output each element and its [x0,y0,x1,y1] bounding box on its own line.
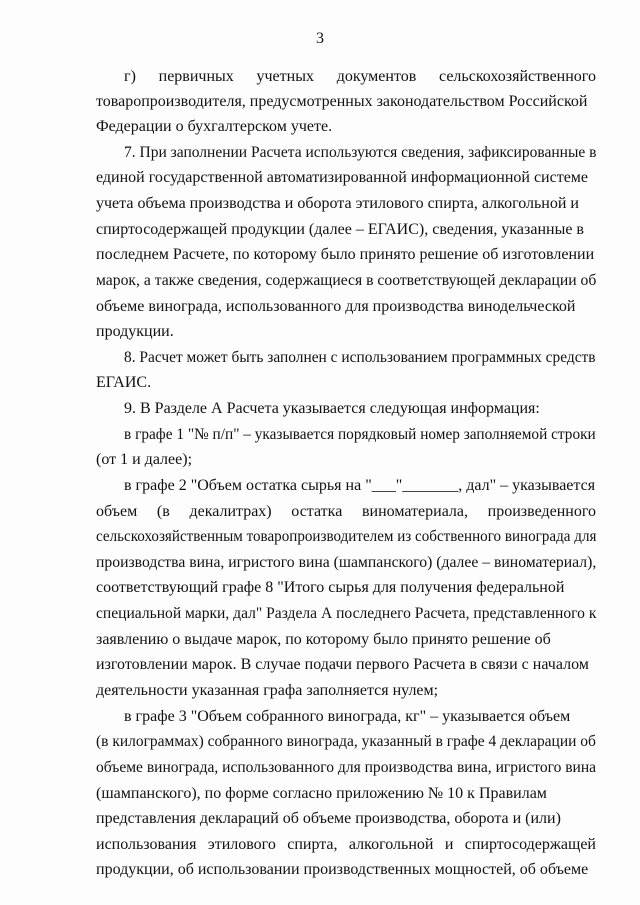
text-line: специальной марки, дал" Раздела А последнего Расчета, представленного к [96,605,597,622]
text-line: соответствующий графе 8 "Итого сырья для получения федеральной [96,579,565,596]
text-line: сельскохозяйственным товаропроизводителем из собственного винограда для [96,528,597,545]
word: первичных [158,68,234,85]
paragraph-start: в графе 3 "Объем собранного винограда, кг" – указывается объем [124,708,571,725]
word: сельскохозяйственного [439,68,596,85]
text-line: (шампанского), по форме согласно приложению № 10 к Правилам [96,785,547,802]
word: спирта, [287,836,338,853]
text-line [96,834,596,856]
word: произведенного [487,503,596,520]
text-line: продукции, об использовании производственных мощностей, об объеме [96,861,589,878]
word: алкогольной [348,836,434,853]
text-line: представления деклараций об объеме производства, оборота и (или) [96,810,561,827]
text-line: товаропроизводителя, предусмотренных законодательством Российской [96,93,588,110]
word: спиртосодержащей [464,836,596,853]
text-line: ЕГАИС. [96,374,152,391]
text-line [124,66,596,88]
text-line: (от 1 и далее); [96,451,193,468]
text-line: Федерации о бухгалтерском учете. [96,118,333,135]
word: г) [124,68,136,85]
word: (в [156,503,170,520]
word: объем [96,503,138,520]
paragraph-start: 7. При заполнении Расчета используются сведения, зафиксированные в [124,144,597,161]
text-line [96,501,596,523]
word: документов [336,68,417,85]
word: этилового [207,836,276,853]
text-line: учета объема производства и оборота этилового спирта, алкогольной и [96,195,579,212]
word: виноматериала, [361,503,469,520]
text-line: (в килограммах) собранного винограда, указанный в графе 4 декларации об [96,733,596,750]
text-line: спиртосодержащей продукции (далее – ЕГАИС), сведения, указанные в [96,221,584,238]
text-line: производства вина, игристого вина (шампанского) (далее – виноматериал), [96,554,597,571]
word: использования [96,836,197,853]
text-line: марок, а также сведения, содержащиеся в соответствующей декларации об [96,272,597,289]
word: учетных [256,68,314,85]
text-line: объеме винограда, использованного для производства вина, игристого вина [96,759,597,776]
paragraph-start: в графе 2 "Объем остатка сырья на "___"_______, дал" – указывается [124,477,596,494]
paragraph-start: в графе 1 "№ п/п" – указывается порядковый номер заполняемой строки [124,426,596,443]
word: декалитрах) [189,503,272,520]
text-line: продукции. [96,323,174,340]
text-line: единой государственной автоматизированной информационной системе [96,169,589,186]
text-line: деятельности указанная графа заполняется нулем; [96,682,439,699]
paragraph-start: 8. Расчет может быть заполнен с использованием программных средств [124,349,596,366]
text-line: изготовлении марок. В случае подачи первого Расчета в связи с началом [96,656,589,673]
text-line: заявлению о выдаче марок, по которому было принято решение об [96,631,551,648]
text-line: объеме винограда, использованного для производства винодельческой [96,298,576,315]
word: и [444,836,454,853]
page-number: 3 [316,30,324,47]
text-line: последнем Расчете, по которому было принято решение об изготовлении [96,246,595,263]
paragraph-start: 9. В Разделе А Расчета указывается следующая информация: [124,400,540,417]
word: остатка [291,503,343,520]
